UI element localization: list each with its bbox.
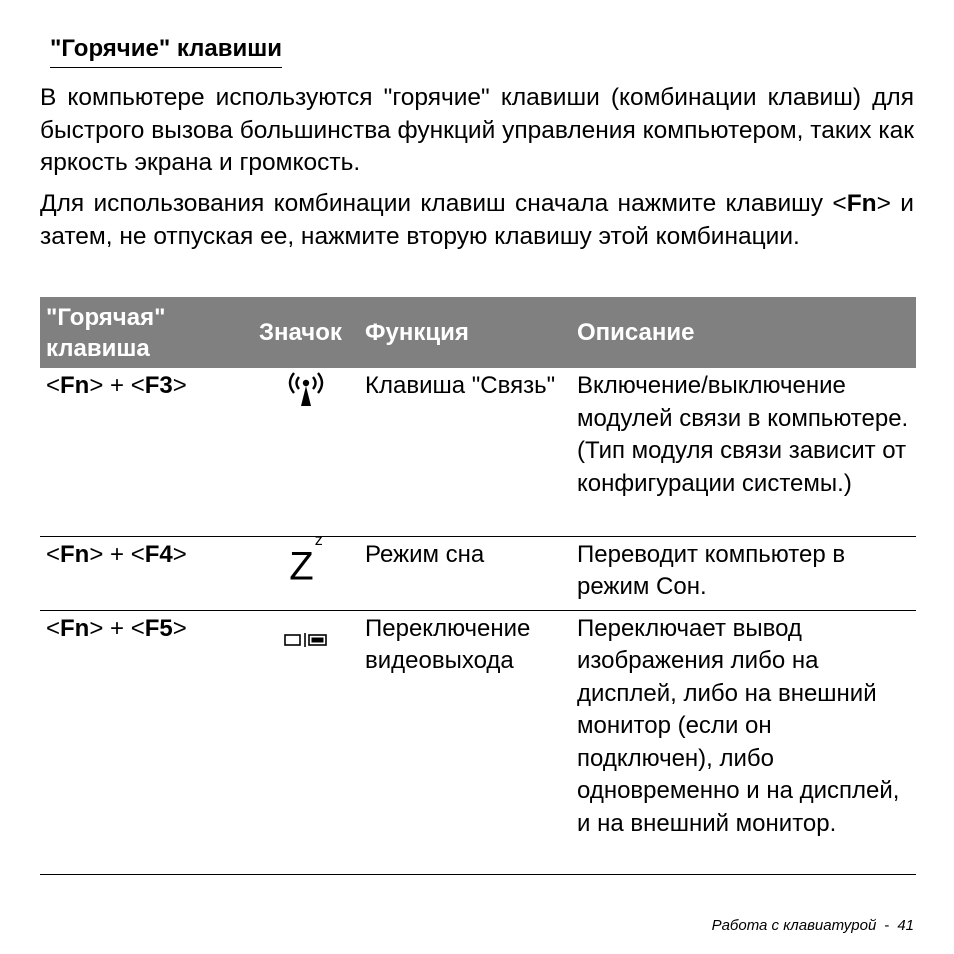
hotkey-fn: Fn <box>60 614 90 642</box>
hotkey-bracket: > <box>172 372 187 399</box>
sleep-zz-icon <box>289 531 323 588</box>
hotkey-key: F5 <box>144 614 173 642</box>
icon-cell <box>253 610 359 874</box>
header-function: Функция <box>359 297 569 368</box>
table-row <box>40 368 916 536</box>
function-cell: Переключение видеовыхода <box>359 610 569 874</box>
wireless-signal-icon <box>282 370 330 410</box>
hotkey-table <box>40 297 916 875</box>
usage-paragraph <box>40 188 914 253</box>
function-cell: Клавиша "Связь" <box>359 368 569 536</box>
hotkey-key: F4 <box>144 540 173 568</box>
display-switch-icon <box>282 632 330 648</box>
hotkey-fn: Fn <box>60 540 90 568</box>
description-cell: Переводит компьютер в режим Сон. <box>569 536 916 610</box>
icon-cell <box>253 368 359 536</box>
footer-separator: - <box>884 917 890 934</box>
header-hotkey: "Горячая" клавиша <box>40 297 253 368</box>
fn-key-close: > <box>876 190 891 217</box>
description-cell: Переключает вывод изображения либо на дисплей, либо на внешний монитор (если он подключен), либо одновременно и на дисплей, и на внешний монитор. <box>569 610 916 874</box>
hotkey-bracket: > <box>172 614 187 642</box>
hotkey-plus: > + < <box>89 372 145 399</box>
hotkey-bracket: < <box>46 614 61 642</box>
fn-key-label: Fn <box>846 190 877 217</box>
hotkey-cell <box>40 536 253 610</box>
hotkey-bracket: < <box>46 372 61 399</box>
header-icon: Значок <box>253 297 359 368</box>
table-row <box>40 536 916 610</box>
hotkey-fn: Fn <box>60 372 90 399</box>
description-cell: Включение/выключение модулей связи в компьютере. (Тип модуля связи зависит от конфигурации системы.) <box>569 368 916 536</box>
function-cell: Режим сна <box>359 536 569 610</box>
hotkey-cell <box>40 368 253 536</box>
table-header-row <box>40 297 916 368</box>
page-footer <box>712 917 914 934</box>
hotkey-bracket: > <box>172 540 187 568</box>
fn-key-open: < <box>832 190 847 217</box>
section-heading: "Горячие" клавиши <box>50 32 282 68</box>
hotkey-plus: > + < <box>89 540 145 568</box>
hotkey-cell <box>40 610 253 874</box>
header-description: Описание <box>569 297 916 368</box>
usage-text-after: и затем, не отпуская ее, нажмите вторую клавишу этой комбинации. <box>40 190 914 250</box>
sleep-z-big: Z <box>289 543 314 588</box>
icon-cell <box>253 531 359 610</box>
sleep-z-small: z <box>314 531 323 549</box>
table-row <box>40 610 916 874</box>
footer-section-title: Работа с клавиатурой <box>711 917 877 934</box>
page-number: 41 <box>897 917 914 934</box>
hotkey-bracket: < <box>46 540 61 568</box>
hotkey-key: F3 <box>144 372 173 399</box>
intro-paragraph: В компьютере используются "горячие" клавиши (комбинации клавиш) для быстрого вызова большинства функций управления компьютером, таких как яркость экрана и громкость. <box>40 84 914 176</box>
usage-text-before: Для использования комбинации клавиш сначала нажмите клавишу <box>40 190 833 217</box>
hotkey-plus: > + < <box>89 614 145 642</box>
